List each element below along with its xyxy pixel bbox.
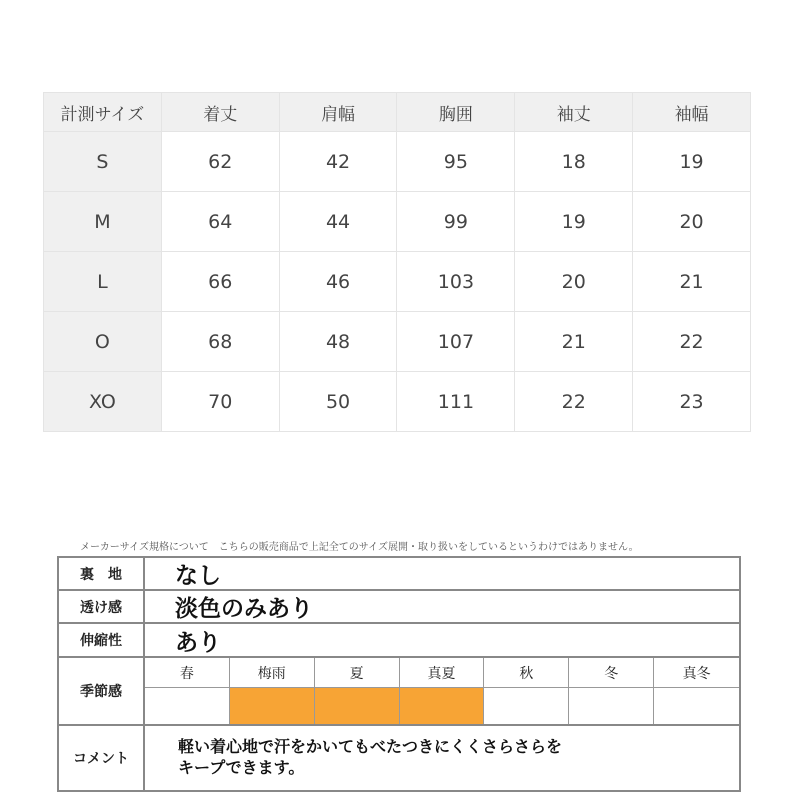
comment-line-1: 軽い着心地で汗をかいてもべたつきにくくさらさらを (178, 737, 563, 756)
table-cell: 20 (515, 252, 633, 312)
comment-text (145, 726, 739, 790)
size-chart-table (43, 92, 751, 432)
table-cell: 70 (161, 372, 279, 432)
size-disclaimer-note: メーカーサイズ規格について こちらの販売商品で上記全てのサイズ展開・取り扱いをしているというわけではありません。 (80, 542, 639, 553)
season-mark-rainy (230, 688, 315, 724)
table-cell: 103 (397, 252, 515, 312)
season-autumn: 秋 (484, 658, 569, 688)
table-cell: 62 (161, 132, 279, 192)
table-cell: 42 (279, 132, 397, 192)
table-cell: 50 (279, 372, 397, 432)
lining-label: 裏 地 (59, 558, 145, 589)
season-rainy: 梅雨 (230, 658, 315, 688)
season-label: 季節感 (59, 658, 145, 724)
table-cell: 18 (515, 132, 633, 192)
table-cell: 21 (515, 312, 633, 372)
sheerness-label: 透け感 (59, 591, 145, 622)
season-mark-summer (315, 688, 400, 724)
sheerness-row (59, 591, 739, 624)
season-mark-midsummer (400, 688, 485, 724)
fabric-feature-table (57, 556, 741, 792)
table-cell: 111 (397, 372, 515, 432)
header-length: 着丈 (161, 93, 279, 132)
table-cell: 19 (515, 192, 633, 252)
size-label: O (44, 312, 162, 372)
table-row (44, 132, 751, 192)
table-cell: 48 (279, 312, 397, 372)
season-mark-winter (569, 688, 654, 724)
header-measure-size: 計測サイズ (44, 93, 162, 132)
table-cell: 95 (397, 132, 515, 192)
sheerness-value: 淡色のみあり (175, 596, 313, 622)
season-midwinter: 真冬 (654, 658, 739, 688)
table-cell: 66 (161, 252, 279, 312)
table-cell: 107 (397, 312, 515, 372)
table-row (44, 312, 751, 372)
table-cell: 44 (279, 192, 397, 252)
header-shoulder: 肩幅 (279, 93, 397, 132)
season-mark-autumn (484, 688, 569, 724)
table-cell: 21 (633, 252, 751, 312)
season-winter: 冬 (569, 658, 654, 688)
size-label: L (44, 252, 162, 312)
header-chest: 胸囲 (397, 93, 515, 132)
table-row (44, 252, 751, 312)
table-cell: 46 (279, 252, 397, 312)
comment-label: コメント (59, 726, 145, 790)
table-row (44, 192, 751, 252)
comment-line-2: キープできます。 (178, 758, 305, 777)
season-mark-midwinter (654, 688, 739, 724)
season-spring: 春 (145, 658, 230, 688)
table-cell: 68 (161, 312, 279, 372)
stretch-row (59, 624, 739, 658)
table-cell: 23 (633, 372, 751, 432)
season-midsummer: 真夏 (400, 658, 485, 688)
season-row (59, 658, 739, 726)
lining-row (59, 558, 739, 591)
table-cell: 20 (633, 192, 751, 252)
table-cell: 99 (397, 192, 515, 252)
stretch-label: 伸縮性 (59, 624, 145, 656)
table-cell: 22 (515, 372, 633, 432)
header-sleeve-width: 袖幅 (633, 93, 751, 132)
size-label: XO (44, 372, 162, 432)
table-cell: 19 (633, 132, 751, 192)
season-grid (145, 658, 739, 724)
size-label: S (44, 132, 162, 192)
size-label: M (44, 192, 162, 252)
size-chart-header-row (44, 93, 751, 132)
table-cell: 64 (161, 192, 279, 252)
season-summer: 夏 (315, 658, 400, 688)
comment-row (59, 726, 739, 790)
table-row (44, 372, 751, 432)
stretch-value: あり (175, 629, 221, 656)
season-mark-spring (145, 688, 230, 724)
lining-value: なし (175, 563, 221, 589)
header-sleeve-length: 袖丈 (515, 93, 633, 132)
table-cell: 22 (633, 312, 751, 372)
